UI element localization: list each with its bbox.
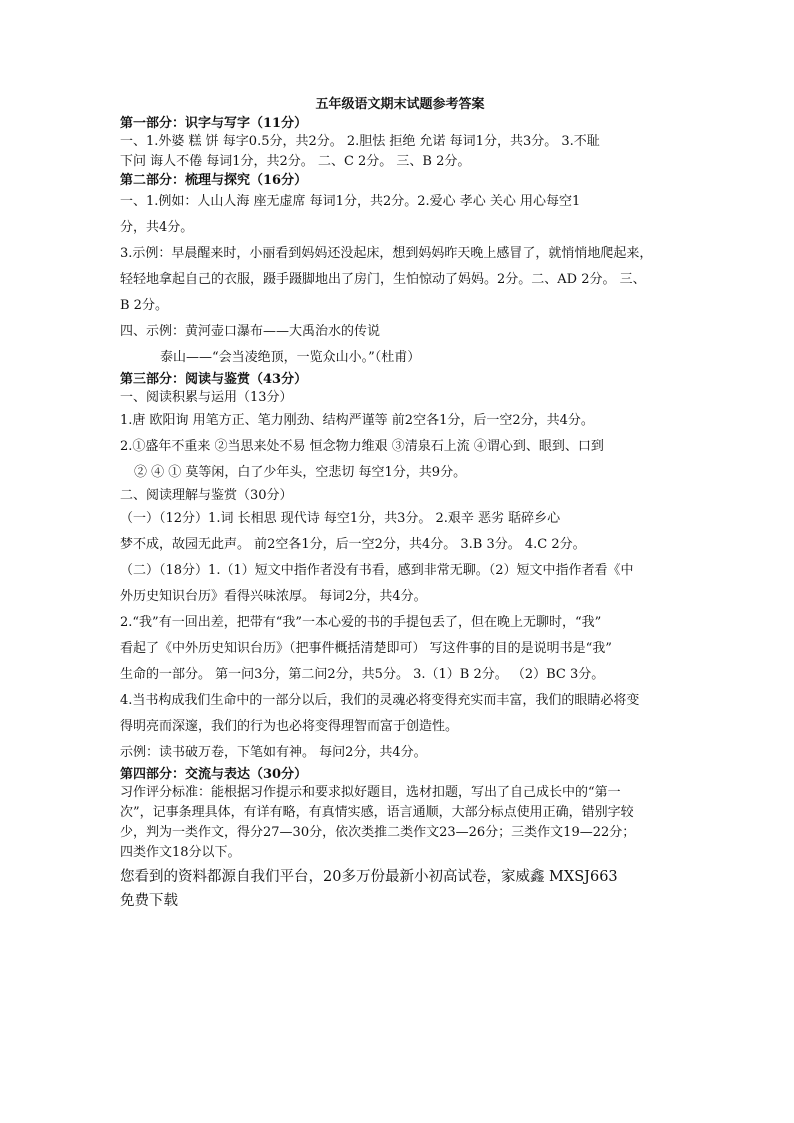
part3-sub1-line: 2.①盛年不重来 ②当思来处不易 恒念物力维艰 ③清泉石上流 ④谓心到、眼到、口到: [120, 439, 604, 454]
part3-sub2-line: 外历史知识台历》看得兴味浓厚。 每词2分，共4分。: [120, 589, 427, 604]
part3-sub2-line: 看起了《中外历史知识台历》（把事件概括清楚即可） 写这件事的目的是说明书是“我”: [120, 641, 612, 656]
part4-line: 四类作文18分以下。: [120, 845, 241, 860]
part4-line: 次”，记事条理具体，有详有略，有真情实感，语言通顺，大部分标点使用正确，错别字较: [120, 805, 634, 820]
part3-section: [120, 371, 680, 766]
part1-section: [120, 115, 680, 172]
part4-line: 少，判为一类作文，得分27—30分，依次类推二类作文23—26分；三类作文19—22分；: [120, 825, 636, 840]
footer-line: 免费下载: [120, 893, 178, 909]
footer-note: [120, 865, 680, 913]
part3-sub2-line: 示例：读书破万卷，下笔如有神。 每问2分，共4分。: [120, 745, 427, 760]
footer-line: 您看到的资料都源自我们平台，20多万份最新小初高试卷，家威鑫 MXSJ663: [120, 869, 618, 885]
part1-line: 下问 诲人不倦 每词1分，共2分。 二、C 2分。 三、B 2分。: [120, 154, 471, 169]
part2-line: 3.示例：早晨醒来时，小丽看到妈妈还没起床，想到妈妈昨天晚上感冒了，就悄悄地爬起来，: [120, 246, 653, 261]
part4-line: 习作评分标准：能根据习作提示和要求拟好题目，选材扣题，写出了自己成长中的“第一: [120, 785, 621, 800]
part4-section: [120, 766, 680, 863]
part3-sub2-heading: 二、阅读理解与鉴赏（30分）: [120, 488, 293, 503]
part2-line: 轻轻地拿起自己的衣服，蹑手蹑脚地出了房门，生怕惊动了妈妈。2分。二、AD 2分。 三、: [120, 272, 646, 287]
part3-sub1-heading: 一、阅读积累与运用（13分）: [120, 390, 293, 405]
part2-line: 分，共4分。: [120, 220, 194, 235]
part2-line: B 2分。: [120, 298, 168, 313]
part2-line: 四、示例：黄河壶口瀑布——大禹治水的传说: [120, 324, 381, 339]
part3-sub2-line: 得明亮而深邃，我们的行为也必将变得理智而富于创造性。: [120, 719, 459, 734]
part2-section: [120, 172, 680, 371]
part3-sub2-line: 4.当书构成我们生命中的一部分以后，我们的灵魂必将变得充实而丰富，我们的眼睛必将变: [120, 693, 640, 708]
part3-sub2-line: 2.“我”有一回出差，把带有“我”一本心爱的书的手提包丢了，但在晚上无聊时，“我”: [120, 615, 602, 630]
part3-sub2-line: （一）（12分）1.词 长相思 现代诗 每空1分，共3分。 2.艰辛 恶劣 聒碎乡心: [120, 511, 561, 526]
answer-document: [120, 96, 680, 913]
document-title: 五年级语文期末试题参考答案: [315, 97, 485, 112]
part2-line: 泰山——“会当凌绝顶，一览众山小。”（杜甫）: [160, 350, 421, 365]
part1-heading: 第一部分：识字与写字（11分）: [120, 116, 308, 131]
part3-sub2-line: （二）（18分）1.（1）短文中指作者没有书看，感到非常无聊。（2）短文中指作者看《中: [120, 563, 634, 578]
part3-heading: 第三部分：阅读与鉴赏（43分）: [120, 372, 308, 387]
part3-sub2-line: 梦不成，故园无此声。 前2空各1分，后一空2分，共4分。 3.B 3分。 4.C 2分。: [120, 537, 586, 552]
part2-heading: 第二部分：梳理与探究（16分）: [120, 173, 308, 188]
part2-line: 一、1.例如：人山人海 座无虚席 每词1分，共2分。2.爱心 孝心 关心 用心每空1: [120, 194, 581, 209]
part3-sub1-line: ② ④ ① 莫等闲，白了少年头，空悲切 每空1分，共9分。: [134, 465, 467, 480]
part3-sub2-line: 生命的一部分。 第一问3分，第二问2分，共5分。 3.（1）B 2分。 （2）BC 3分。: [120, 667, 605, 682]
part4-heading: 第四部分：交流与表达（30分）: [120, 767, 308, 782]
part3-sub1-line: 1.唐 欧阳询 用笔方正、笔力刚劲、结构严谨等 前2空各1分，后一空2分，共4分。: [120, 413, 594, 428]
part1-line: 一、1.外婆 糕 饼 每字0.5分，共2分。 2.胆怯 拒绝 允诺 每词1分，共3分。 3.不耻: [120, 134, 600, 149]
